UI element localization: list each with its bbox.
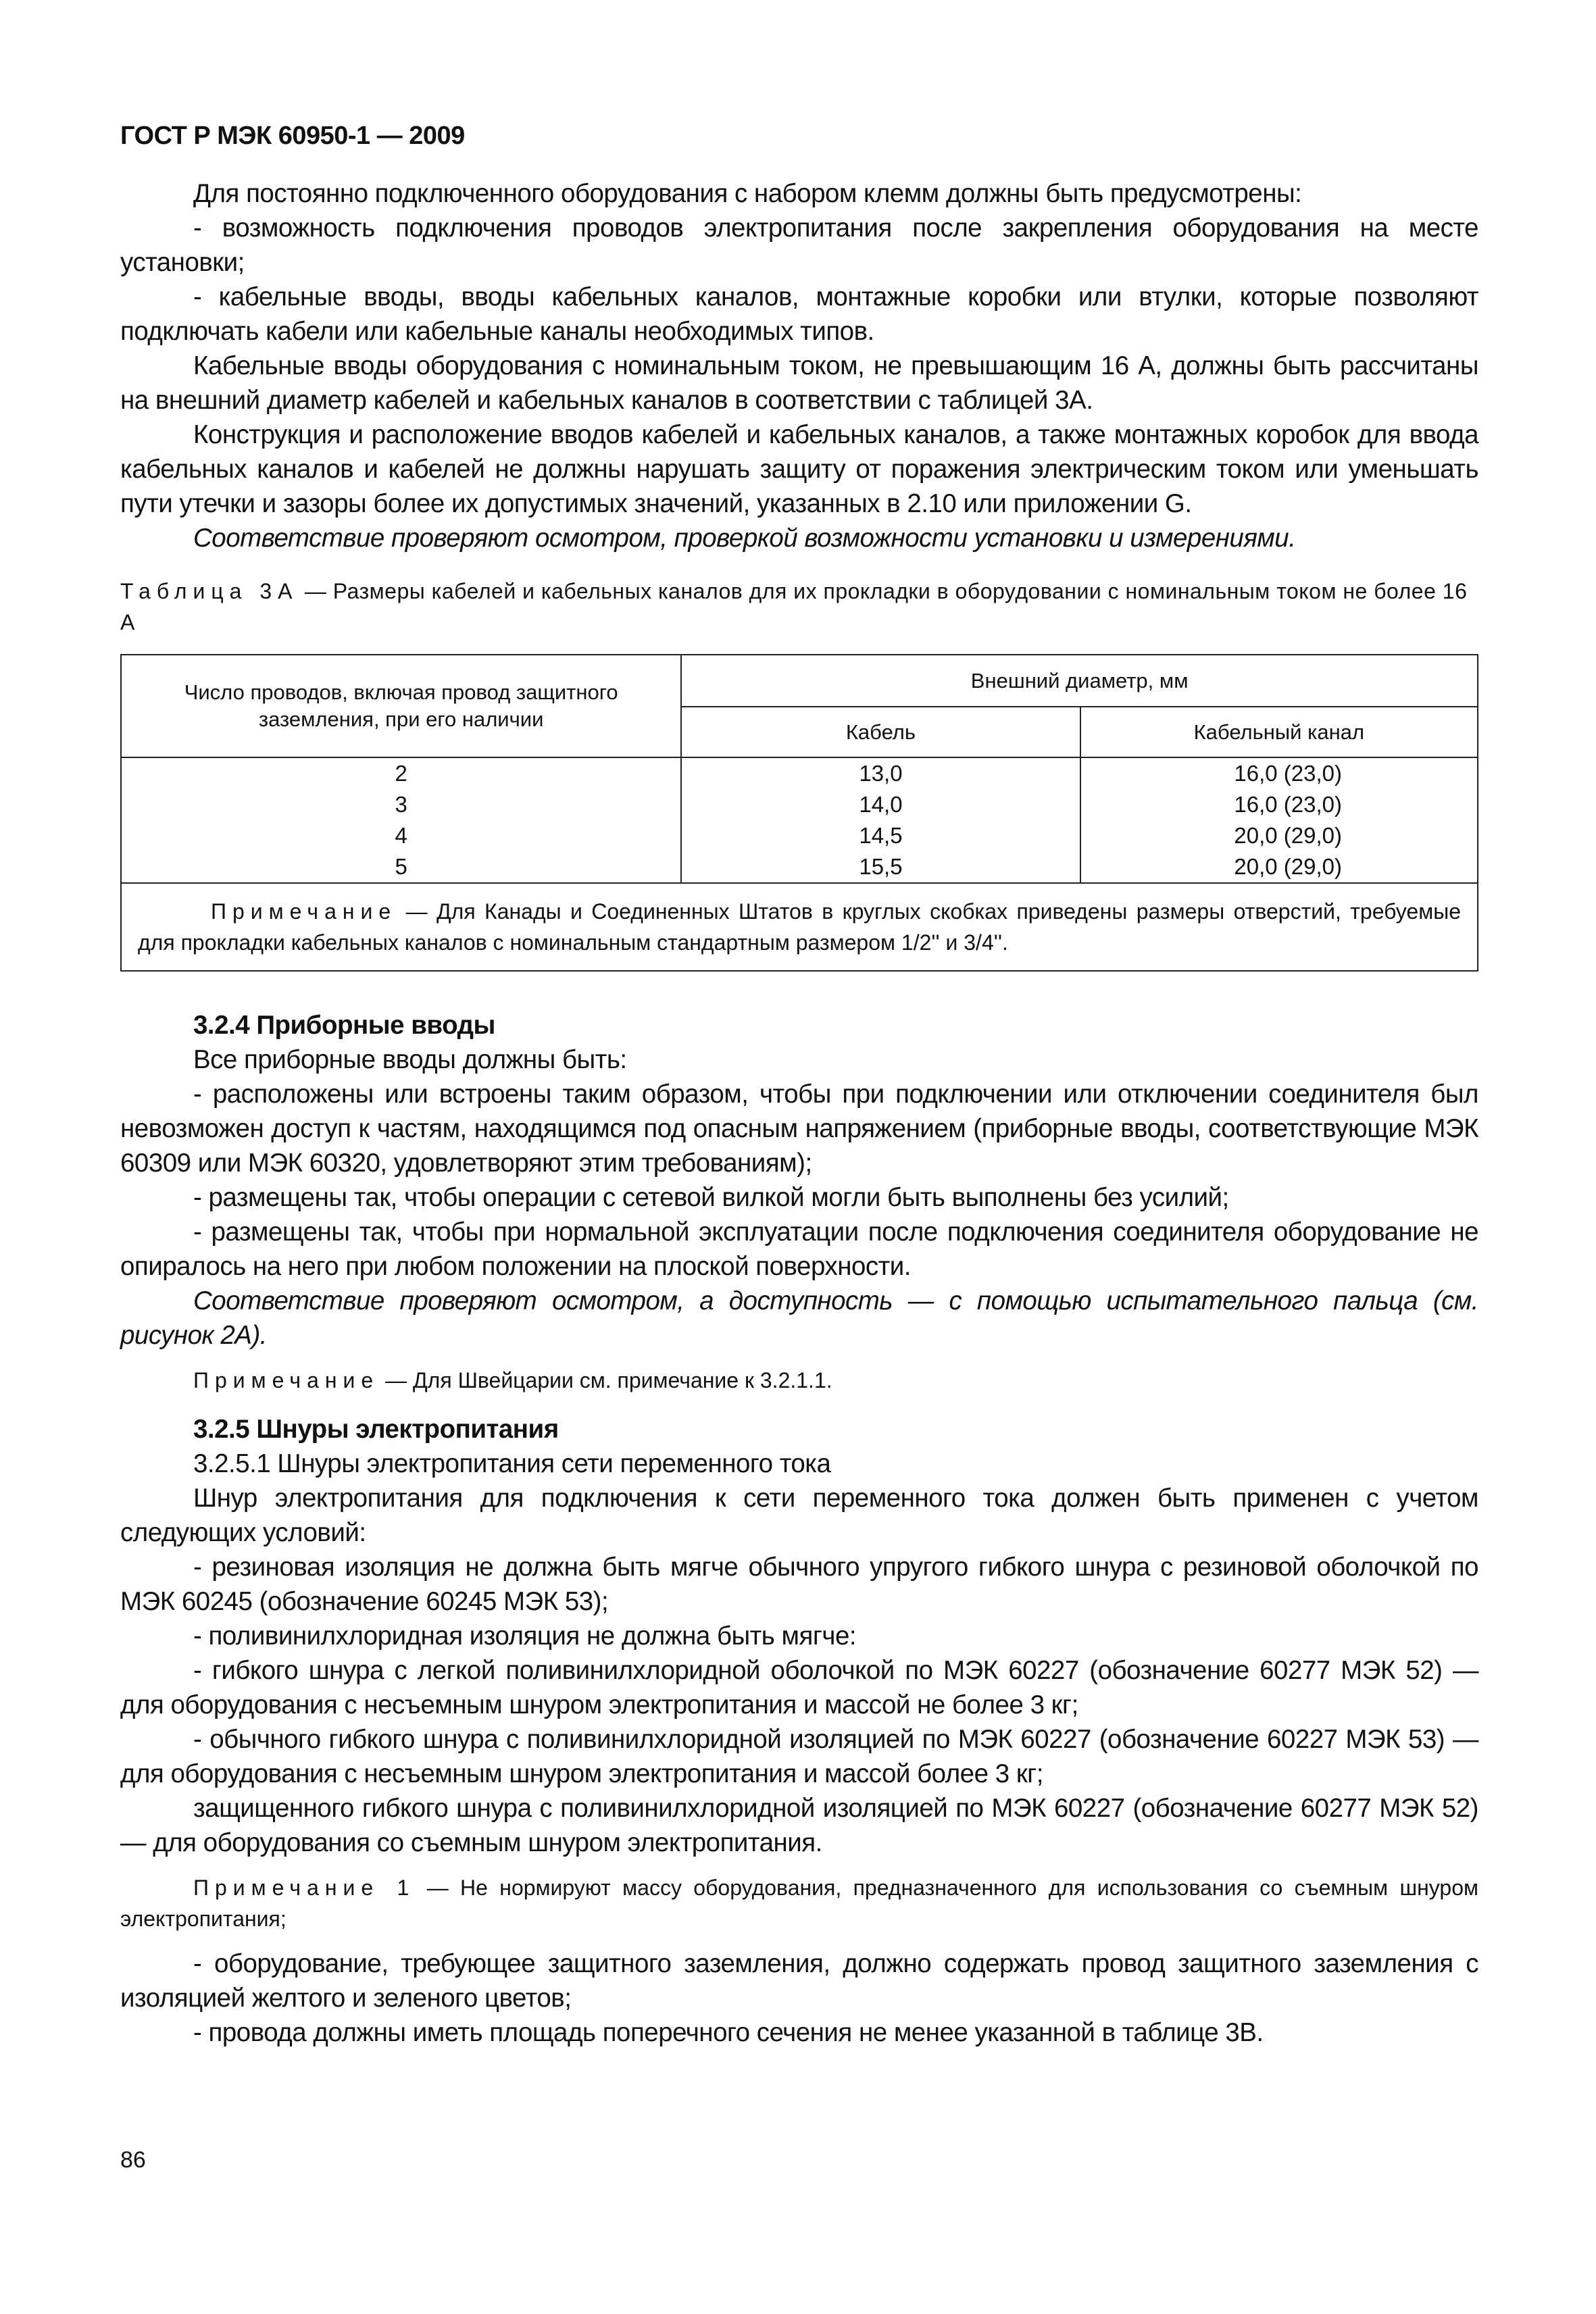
table-note-label: Примечание <box>211 899 397 924</box>
document-page <box>120 122 1478 2050</box>
table-cell: 5 <box>395 854 407 879</box>
table-note-text: — Для Канады и Соединенных Штатов в круглых скобках приведены размеры отверстий, требуемые для прокладки кабельных каналов с номинальным стандартным размером 1/2'' и 3/4''. <box>138 899 1462 955</box>
compliance-paragraph: Соответствие проверяют осмотром, а доступность — с помощью испытательного пальца (см. рисунок 2А). <box>120 1286 1478 1350</box>
col-header-wires: Число проводов, включая провод защитного заземления, при его наличии <box>121 655 681 757</box>
note-3-2-5 <box>120 1872 1478 1934</box>
table-cell: 13,0 <box>859 761 903 786</box>
paragraph: - расположены или встроены таким образом, чтобы при подключении или отключении соединителя был невозможен доступ к частям, находящимся под опасным напряжением (приборные вводы, соответствующие МЭК 60309 или МЭК 60320, удовлетворяют этим требованиям); <box>120 1080 1478 1178</box>
paragraph: Шнур электропитания для подключения к сети переменного тока должен быть применен с учетом следующих условий: <box>120 1484 1478 1547</box>
paragraph: - возможность подключения проводов электропитания после закрепления оборудования на месте установки; <box>120 213 1478 277</box>
note-label: Примечание <box>193 1368 380 1392</box>
paragraph: - провода должны иметь площадь поперечного сечения не менее указанной в таблице 3В. <box>193 2018 1264 2047</box>
table-3a <box>120 654 1478 972</box>
table-data-row <box>121 757 1478 883</box>
paragraph: - оборудование, требующее защитного заземления, должно содержать провод защитного заземления с изоляцией желтого и зеленого цветов; <box>120 1949 1478 2013</box>
paragraph: Все приборные вводы должны быть: <box>193 1045 627 1074</box>
note-3-2-4 <box>120 1365 1478 1396</box>
paragraph: - поливинилхлоридная изоляция не должна быть мягче: <box>193 1621 857 1651</box>
standard-header: ГОСТ Р МЭК 60950-1 — 2009 <box>120 122 465 150</box>
paragraph: - кабельные вводы, вводы кабельных каналов, монтажные коробки или втулки, которые позволяют подключать кабели или кабельные каналы необходимых типов. <box>120 282 1478 346</box>
intro-section <box>120 176 1478 555</box>
col-header-cable: Кабель <box>681 707 1080 757</box>
paragraph: Для постоянно подключенного оборудования с набором клемм должны быть предусмотрены: <box>193 179 1302 208</box>
section-heading-3-2-5: 3.2.5 Шнуры электропитания <box>193 1415 559 1444</box>
paragraph: - резиновая изоляция не должна быть мягче обычного упругого гибкого шнура с резиновой оболочкой по МЭК 60245 (обозначение 60245 МЭК 53); <box>120 1553 1478 1616</box>
paragraph: - обычного гибкого шнура с поливинилхлоридной изоляцией по МЭК 60227 (обозначение 60227 МЭК 53) — для оборудования с несъемным шнуром электропитания и массой более 3 кг; <box>120 1725 1478 1788</box>
paragraph: - размещены так, чтобы операции с сетевой вилкой могли быть выполнены без усилий; <box>193 1183 1229 1212</box>
table-cell: 3 <box>395 792 407 817</box>
section-3-2-5-continued <box>120 1946 1478 2050</box>
page-number: 86 <box>120 2147 146 2173</box>
table-cell: 15,5 <box>859 854 903 879</box>
table-caption-label: Таблица 3А <box>120 579 299 603</box>
table-cell: 14,5 <box>859 823 903 848</box>
col-header-diameter: Внешний диаметр, мм <box>681 655 1478 707</box>
note-text: — Для Швейцарии см. примечание к 3.2.1.1. <box>385 1368 832 1392</box>
wires-column <box>121 757 681 883</box>
table-cell: 4 <box>395 823 407 848</box>
paragraph: - гибкого шнура с легкой поливинилхлоридной оболочкой по МЭК 60227 (обозначение 60277 МЭК 52) — для оборудования с несъемным шнуром электропитания и массой не более 3 кг; <box>120 1656 1478 1719</box>
section-heading-3-2-4: 3.2.4 Приборные вводы <box>193 1011 495 1040</box>
note-label: Примечание 1 <box>193 1876 416 1900</box>
conduit-column <box>1080 757 1478 883</box>
paragraph: Кабельные вводы оборудования с номинальным током, не превышающим 16 А, должны быть рассчитаны на внешний диаметр кабелей и кабельных каналов в соответствии с таблицей 3А. <box>120 351 1478 415</box>
col-header-conduit: Кабельный канал <box>1080 707 1478 757</box>
table-cell: 14,0 <box>859 792 903 817</box>
table-cell: 20,0 (29,0) <box>1234 854 1342 879</box>
paragraph: Конструкция и расположение вводов кабелей и кабельных каналов, а также монтажных коробок для ввода кабельных каналов и кабелей не должны нарушать защиту от поражения электрическим током или уменьшать пути утечки и зазоры более их допустимых значений, указанных в 2.10 или приложении G. <box>120 420 1478 518</box>
section-3-2-4 <box>120 1042 1478 1353</box>
subsection-title: 3.2.5.1 Шнуры электропитания сети переменного тока <box>193 1449 831 1478</box>
cable-column <box>681 757 1080 883</box>
table-note <box>121 883 1478 971</box>
compliance-paragraph: Соответствие проверяют осмотром, проверкой возможности установки и измерениями. <box>193 524 1296 553</box>
table-cell: 20,0 (29,0) <box>1234 823 1342 848</box>
section-3-2-5 <box>120 1447 1478 1860</box>
paragraph: - размещены так, чтобы при нормальной эксплуатации после подключения соединителя оборудование не опиралось на него при любом положении на плоской поверхности. <box>120 1217 1478 1281</box>
table-cell: 2 <box>395 761 407 786</box>
table-caption-text: — Размеры кабелей и кабельных каналов для их прокладки в оборудовании с номинальным током не более 16 А <box>120 579 1468 634</box>
table-caption <box>120 576 1478 638</box>
table-cell: 16,0 (23,0) <box>1234 792 1342 817</box>
note-text: — Не нормируют массу оборудования, предназначенного для использования со съемным шнуром электропитания; <box>120 1876 1479 1931</box>
paragraph: защищенного гибкого шнура с поливинилхлоридной изоляцией по МЭК 60227 (обозначение 60277 МЭК 52) — для оборудования со съемным шнуром электропитания. <box>120 1794 1478 1857</box>
table-cell: 16,0 (23,0) <box>1234 761 1342 786</box>
